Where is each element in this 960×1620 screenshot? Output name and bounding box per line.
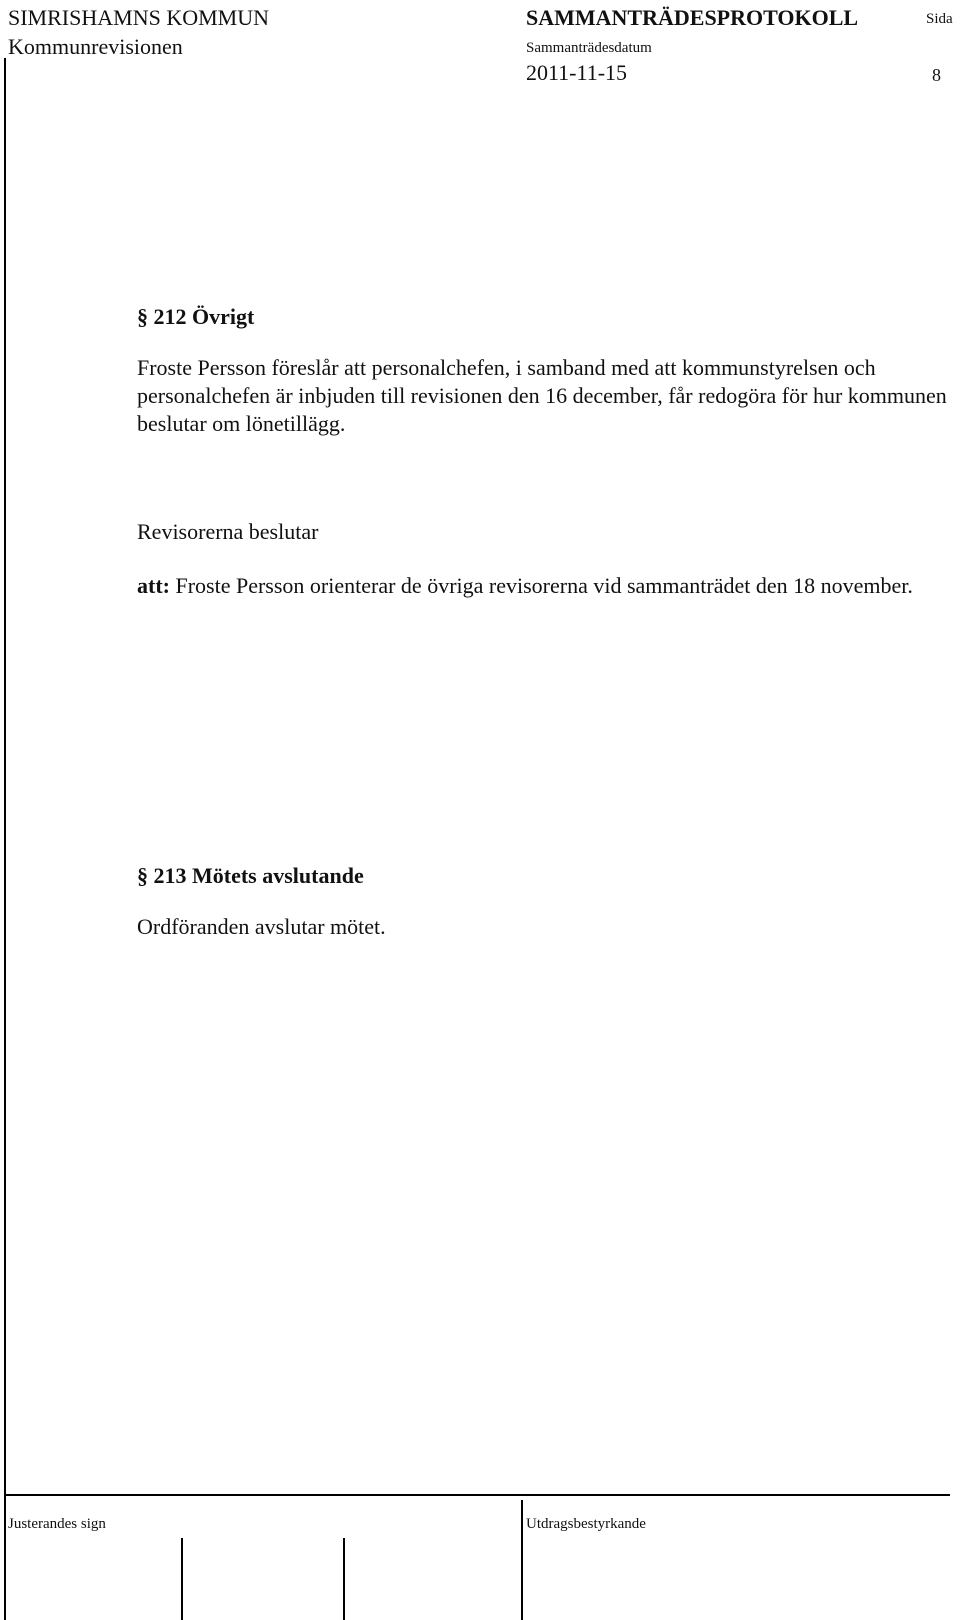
- left-margin-rule: [4, 58, 6, 1620]
- unit-name: Kommunrevisionen: [8, 34, 183, 59]
- decision-prefix: att:: [137, 573, 170, 598]
- date-label: Sammanträdesdatum: [526, 40, 652, 56]
- page-number: 8: [932, 65, 941, 85]
- footer-rule: [4, 1494, 950, 1496]
- organization-name: SIMRISHAMNS KOMMUN: [8, 5, 269, 30]
- signature-box-divider-2: [343, 1538, 345, 1620]
- page-label: Sida: [926, 11, 953, 27]
- meeting-date: 2011-11-15: [526, 60, 628, 85]
- decision-intro: Revisorerna beslutar: [137, 519, 319, 544]
- signature-box-divider-3: [521, 1500, 523, 1620]
- certification-label: Utdragsbestyrkande: [526, 1516, 646, 1532]
- signature-label: Justerandes sign: [8, 1516, 106, 1532]
- decision-text: [137, 572, 949, 600]
- section-212-heading: § 212 Övrigt: [137, 304, 255, 329]
- decision-body: Froste Persson orienterar de övriga revisorerna vid sammanträdet den 18 november.: [169, 573, 913, 598]
- signature-box-divider-1: [181, 1538, 183, 1620]
- section-213-paragraph: Ordföranden avslutar mötet.: [137, 914, 386, 939]
- section-212-paragraph: Froste Persson föreslår att personalchefen, i samband med att kommunstyrelsen och personalchefen är inbjuden till revisionen den 16 december, får redogöra för hur kommunen beslutar om lönetillägg.: [137, 355, 947, 436]
- document-type: SAMMANTRÄDESPROTOKOLL: [526, 5, 859, 30]
- section-213-heading: § 213 Mötets avslutande: [137, 863, 364, 888]
